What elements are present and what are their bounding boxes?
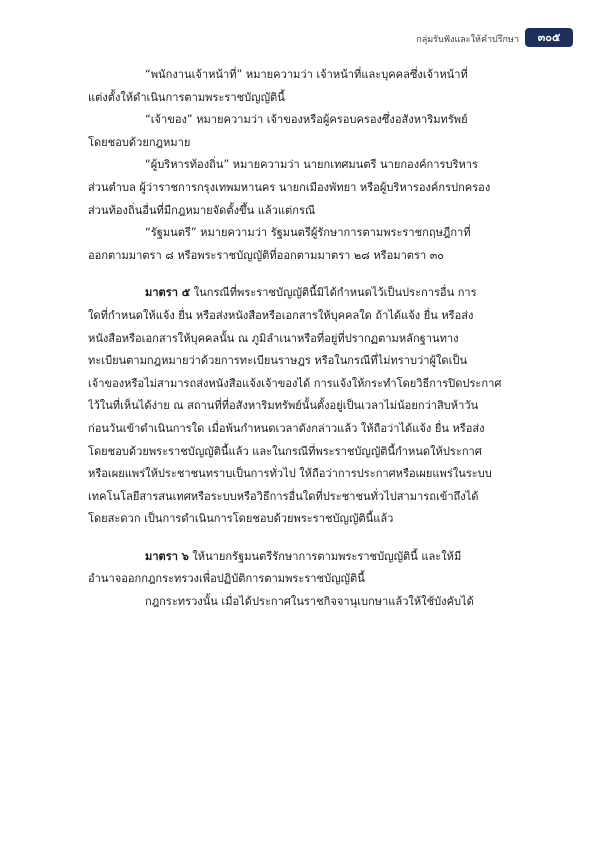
section-5-label: มาตรา ๕ [145, 286, 191, 300]
section-6-line-2: อำนาจออกกฎกระทรวงเพื่อปฏิบัติการตามพระราชบัญญัตินี้ [88, 572, 365, 586]
definition-officer-line-1: “พนักงานเจ้าหน้าที่” หมายความว่า เจ้าหน้าที่และบุคคลซึ่งเจ้าหน้าที่ [145, 68, 468, 81]
section-5-line-1 [88, 282, 508, 305]
section-5-line-9: หรือเผยแพร่ให้ประชาชนทราบเป็นการทั่วไป ให้ถือว่าการประกาศหรือเผยแพร่ในระบบ [88, 467, 492, 481]
definition-minister-line-1: “รัฐมนตรี” หมายความว่า รัฐมนตรีผู้รักษาการตามพระราชกฤษฎีกาที่ [145, 226, 471, 240]
section-5-line-4: ทะเบียนตามกฎหมายว่าด้วยการทะเบียนราษฎร หรือในกรณีที่ไม่ทราบว่าผู้ใดเป็น [88, 354, 468, 368]
section-6-label: มาตรา ๖ [145, 549, 189, 563]
section-6-line-1 [88, 546, 508, 569]
document-body [88, 64, 508, 614]
section-6-lead: ให้นายกรัฐมนตรีรักษาการตามพระราชบัญญัตินี้ และให้มี [188, 549, 462, 563]
section-5-line-7: ก่อนวันเข้าดำเนินการใด เมื่อพ้นกำหนดเวลาดังกล่าวแล้ว ให้ถือว่าได้แจ้ง ยื่น หรือส่ง [88, 421, 485, 435]
section-5-line-8: โดยชอบด้วยพระราชบัญญัตินี้แล้ว และในกรณีที่พระราชบัญญัตินี้กำหนดให้ประกาศ [88, 444, 482, 458]
page-header [0, 28, 595, 50]
definition-owner-line-1: “เจ้าของ” หมายความว่า เจ้าของหรือผู้ครอบครองซึ่งอสังหาริมทรัพย์ [145, 113, 468, 127]
section-5-line-5: เจ้าของหรือไม่สามารถส่งหนังสือแจ้งเจ้าของได้ การแจ้งให้กระทำโดยวิธีการปิดประกาศ [88, 376, 502, 390]
definition-local-admin-line-3: ส่วนท้องถิ่นอื่นที่มีกฎหมายจัดตั้งขึ้น แล้วแต่กรณี [88, 203, 316, 217]
paragraph-gap [88, 531, 508, 546]
section-5-line-10: เทคโนโลยีสารสนเทศหรือระบบหรือวิธีการอื่นใดที่ประชาชนทั่วไปสามารถเข้าถึงได้ [88, 489, 479, 503]
section-5-lead: ในกรณีที่พระราชบัญญัตินี้มิได้กำหนดไว้เป็นประการอื่น การ [190, 286, 477, 300]
header-title: กลุ่มรับฟังและให้คำปรึกษา [416, 35, 519, 45]
definition-local-admin-line-1: “ผู้บริหารท้องถิ่น” หมายความว่า นายกเทศมนตรี นายกองค์การบริหาร [145, 158, 478, 172]
section-5-line-11: โดยสะดวก เป็นการดำเนินการโดยชอบด้วยพระราชบัญญัตินี้แล้ว [88, 512, 394, 526]
section-5-line-6: ไว้ในที่เห็นได้ง่าย ณ สถานที่ที่อสังหาริมทรัพย์นั้นตั้งอยู่เป็นเวลาไม่น้อยกว่าสิบห้าวัน [88, 399, 479, 413]
paragraph-gap [88, 267, 508, 282]
section-6-closing: กฎกระทรวงนั้น เมื่อได้ประกาศในราชกิจจานุเบกษาแล้วให้ใช้บังคับได้ [145, 595, 474, 609]
definition-officer-line-2: แต่งตั้งให้ดำเนินการตามพระราชบัญญัตินี้ [88, 90, 285, 104]
section-5-line-3: หนังสือหรือเอกสารให้บุคคลนั้น ณ ภูมิลำเนาหรือที่อยู่ที่ปรากฏตามหลักฐานทาง [88, 331, 459, 345]
section-5-line-2: ใดที่กำหนดให้แจ้ง ยื่น หรือส่งหนังสือหรือเอกสารให้บุคคลใด ถ้าได้แจ้ง ยื่น หรือส่ง [88, 308, 474, 322]
definition-owner-line-2: โดยชอบด้วยกฎหมาย [88, 135, 191, 149]
definition-minister-line-2: ออกตามมาตรา ๘ หรือพระราชบัญญัติที่ออกตามมาตรา ๒๘ หรือมาตรา ๓๐ [88, 248, 445, 262]
page-number-badge: ๓๐๕ [525, 28, 573, 47]
definition-local-admin-line-2: ส่วนตำบล ผู้ว่าราชการกรุงเทพมหานคร นายกเมืองพัทยา หรือผู้บริหารองค์กรปกครอง [88, 180, 491, 194]
